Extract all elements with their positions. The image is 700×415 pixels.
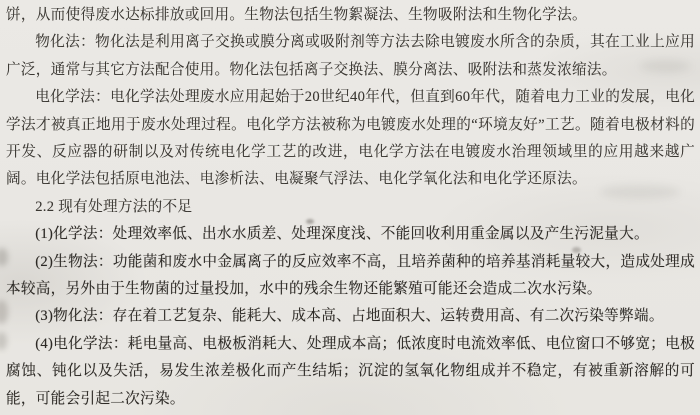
list-item-electrochemical-method-drawbacks: (4)电化学法：耗电量高、电极板消耗大、处理成本高；低浓度时电流效率低、电位窗口不够宽；电极腐蚀、钝化以及失活，易发生浓差极化而产生结垢；沉淀的氢氧化物组成并不稳定，有被重新溶解的可能，可能会引起二次污染。 bbox=[6, 335, 695, 407]
document-text-block bbox=[6, 2, 695, 413]
paragraph-physicochemical-method: 物化法：物化法是利用离子交换或膜分离或吸附剂等方法去除电镀废水所含的杂质，其在工业上应用广泛，通常与其它方法配合使用。物化法包括离子交换法、膜分离法、吸附法和蒸发浓缩法。 bbox=[6, 34, 695, 78]
list-item-biological-method-drawbacks: (2)生物法：功能菌和废水中金属离子的反应效率不高，且培养菌种的培养基消耗量较大，造成处理成本较高，另外由于生物菌的过量投加，水中的残余生物还能繁殖可能还会造成二次水污染。 bbox=[6, 253, 695, 298]
paragraph-biological-method-continuation: 饼，从而使得废水达标排放或回用。生物法包括生物絮凝法、生物吸附法和生物化学法。 bbox=[6, 7, 587, 23]
section-heading-2-2: 2.2 现有处理方法的不足 bbox=[35, 198, 193, 215]
list-item-physicochemical-method-drawbacks: (3)物化法：存在着工艺复杂、能耗大、成本高、占地面积大、运转费用高、有二次污染等弊端。 bbox=[35, 308, 664, 325]
paragraph-electrochemical-method: 电化学法：电化学法处理废水应用起始于20世纪40年代，但直到60年代，随着电力工业的发展，电化学法才被真正地用于废水处理过程。电化学方法被称为电镀废水处理的“环境友好”工艺。随着电极材料的开发、反应器的研制以及对传统电化学工艺的改进，电化学方法在电镀废水治理领域里的应用越来越广阔。电化学法包括原电池法、电渗析法、电凝聚气浮法、电化学氧化法和电化学还原法。 bbox=[6, 89, 695, 188]
list-item-chemical-method-drawbacks: (1)化学法：处理效率低、出水水质差、处理深度浅、不能回收利用重金属以及产生污泥量大。 bbox=[35, 226, 649, 243]
